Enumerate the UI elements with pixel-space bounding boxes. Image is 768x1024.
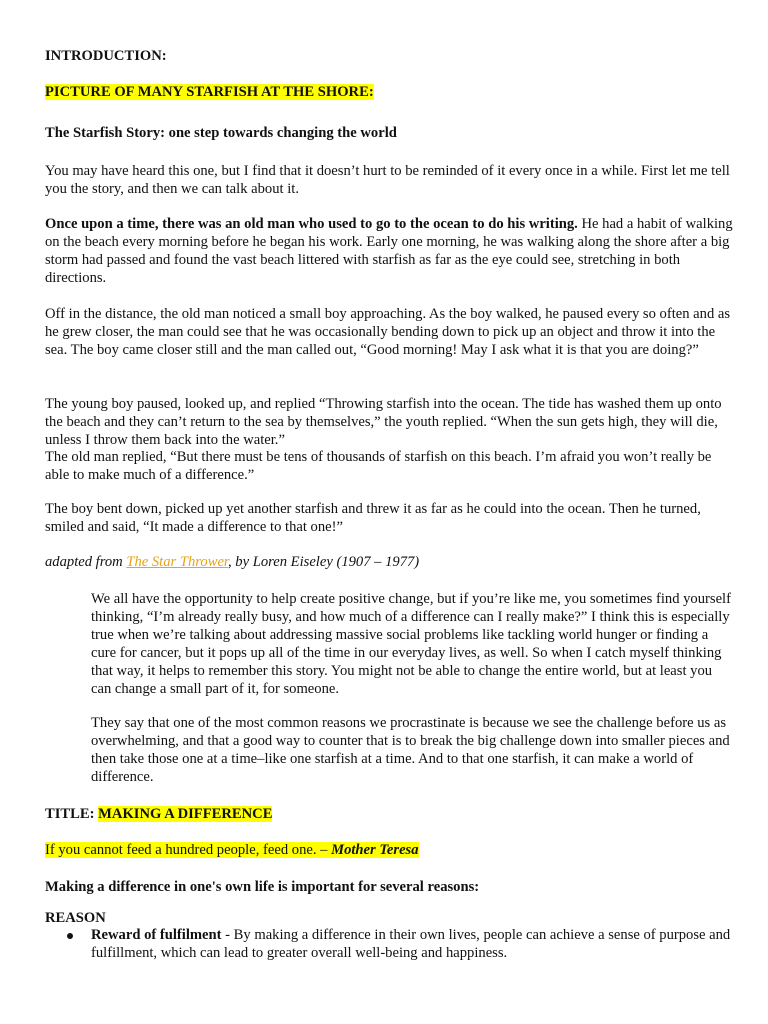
quote-highlight bbox=[45, 842, 419, 858]
story-paragraph-4: The old man replied, “But there must be tens of thousands of starfish on this beach. I’m afraid you won’t really be able to make much of a difference.” bbox=[45, 449, 712, 483]
bullet-icon bbox=[67, 933, 73, 939]
quote-line bbox=[45, 841, 735, 859]
story-paragraph-2: Off in the distance, the old man noticed a small boy approaching. As the boy walked, he paused every so often and as he grew closer, the man could see that he was occasionally bending down to pick up an object and throw it into the sea. The boy came closer still and the man called out, “Good morning! May I ask what it is that you are doing?” bbox=[45, 306, 731, 358]
reflection-paragraph-1: We all have the opportunity to help create positive change, but if you’re like me, you sometimes find yourself thinking, “I’m already really busy, and how much of a difference can I really make?” I think this is especially true when we’re talking about addressing massive social problems like tackling world hunger or finding a cure for cancer, but it pops up all of the time in our everyday lives, as well. So when I catch myself thinking that way, it helps to remember this story. You might not be able to change the entire world, but at least you can change a small part of it, for someone. bbox=[91, 591, 731, 697]
story-opening-bold: Once upon a time, there was an old man who used to go to the ocean to do his writing. bbox=[45, 216, 578, 232]
attribution-prefix: adapted from bbox=[45, 554, 127, 570]
story-paragraph-1 bbox=[45, 215, 735, 287]
reason-heading: REASON bbox=[45, 910, 106, 926]
reason-list bbox=[45, 926, 735, 962]
title-line bbox=[45, 805, 735, 823]
reason-text: - By making a difference in their own lives, people can achieve a sense of purpose and fulfillment, which can lead to greater overall well-being and happiness. bbox=[91, 927, 731, 961]
attribution bbox=[45, 553, 735, 571]
attribution-suffix: , by Loren Eiseley (1907 – 1977) bbox=[227, 554, 420, 570]
story-paragraph-3: The young boy paused, looked up, and replied “Throwing starfish into the ocean. The tide has washed them up onto the beach and they can’t return to the sea by themselves,” the youth replied. “When the sun gets high, they will die, unless I throw them back into the water.” bbox=[45, 396, 722, 448]
star-thrower-link[interactable]: The Star Thrower bbox=[126, 554, 228, 570]
reasons-lead: Making a difference in one's own life is important for several reasons: bbox=[45, 879, 480, 895]
quote-text: If you cannot feed a hundred people, feed one. – bbox=[45, 842, 332, 858]
story-paragraph-1-text: He had a habit of walking on the beach every morning before he began his work. Early one morning, he was walking along the shore after a big storm had passed and found the vast beach littered with starfish as far as the eye could see, stretching in both directions. bbox=[45, 216, 733, 286]
introduction-heading: INTRODUCTION: bbox=[45, 48, 167, 64]
picture-note bbox=[45, 83, 735, 101]
story-paragraph-5: The boy bent down, picked up yet another starfish and threw it as far as he could into the ocean. Then he turned, smiled and said, “It made a difference to that one!” bbox=[45, 501, 701, 535]
reflection-paragraph-2: They say that one of the most common reasons we procrastinate is because we see the challenge before us as overwhelming, and that a good way to counter that is to break the big challenge down into smaller pieces and then take those one at a time–like one starfish at a time. And to that one starfish, it can make a world of difference. bbox=[91, 715, 730, 785]
title-label: TITLE: bbox=[45, 806, 99, 822]
title-text: MAKING A DIFFERENCE bbox=[98, 806, 273, 822]
reason-term: Reward of fulfilment bbox=[91, 927, 222, 943]
list-item bbox=[45, 926, 735, 962]
opening-paragraph: You may have heard this one, but I find that it doesn’t hurt to be reminded of it every once in a while. First let me tell you the story, and then we can talk about it. bbox=[45, 163, 730, 197]
story-title: The Starfish Story: one step towards changing the world bbox=[45, 125, 397, 141]
picture-note-highlight: PICTURE OF MANY STARFISH AT THE SHORE: bbox=[45, 84, 374, 100]
quote-author: Mother Teresa bbox=[331, 842, 419, 858]
